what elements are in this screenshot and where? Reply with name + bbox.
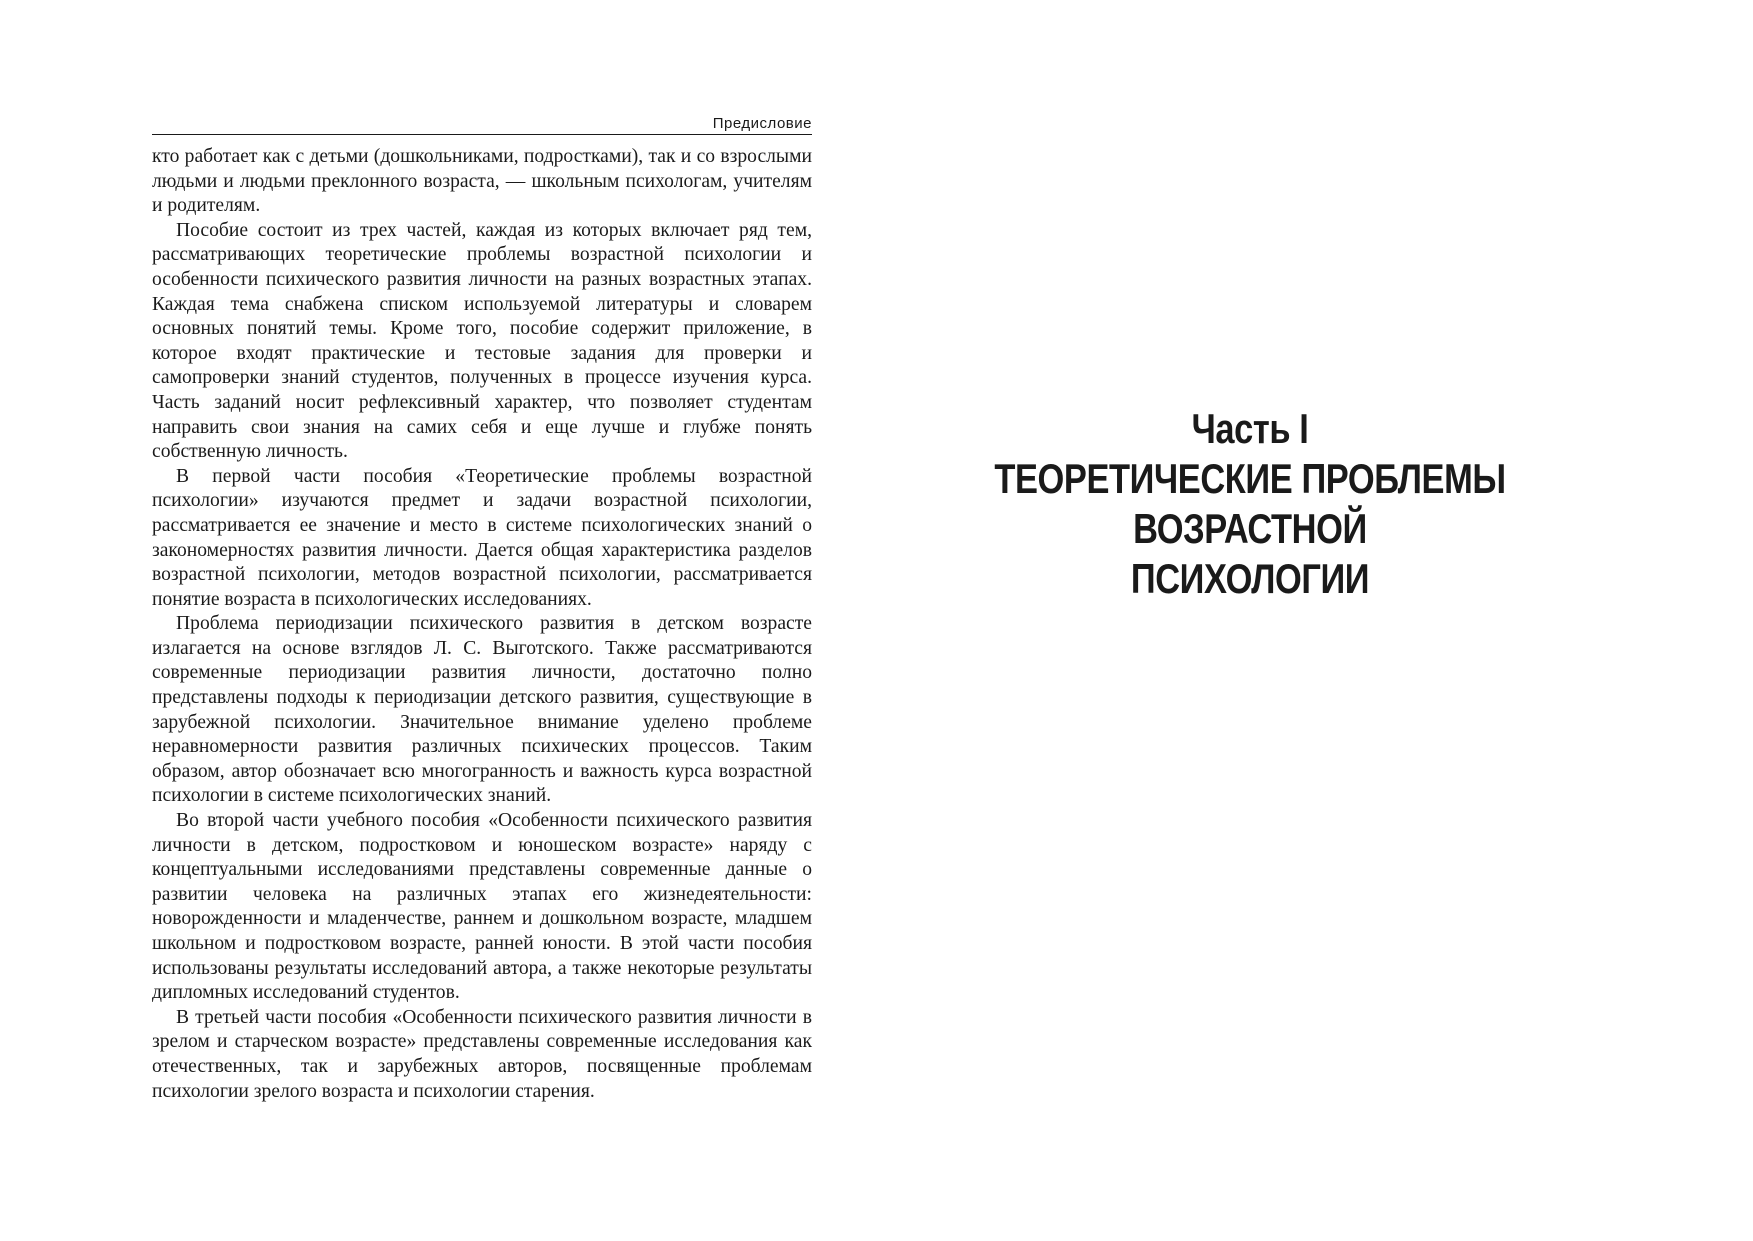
paragraph-2: Пособие состоит из трех частей, каждая из которых включает ряд тем, рассматривающих теоретические проблемы возрастной психологии и особенности психического развития личности на разных возрастных этапах. Каждая тема снабжена списком используемой литературы и словарем основных понятий темы. Кроме того, пособие содержит приложение, в которое входят практические и тестовые задания для проверки и самопроверки знаний студентов, полученных в процессе изучения курса. Часть заданий носит рефлексивный характер, что позволяет студентам направить свои знания на самих себя и еще лучше и глубже понять собственную личность.: [152, 219, 812, 463]
part-title-line-2: ВОЗРАСТНОЙ: [1133, 505, 1367, 552]
body-text: [152, 145, 812, 1104]
paragraph-5: Во второй части учебного пособия «Особенности психического развития личности в детском, подростковом и юношеском возрасте» наряду с концептуальными исследованиями представлены современные данные о развитии человека на различных этапах его жизнедеятельности: новорожденности и младенчестве, раннем и дошкольном возрасте, младшем школьном и подростковом возрасте, ранней юности. В этой части пособия использованы результаты исследований автора, а также некоторые результаты дипломных исследований студентов.: [152, 810, 812, 1004]
paragraph-1: кто работает как с детьми (дошкольниками, подростками), так и со взрослыми людьми и людьми преклонного возраста, — школьным психологам, учителям и родителям.: [152, 146, 812, 217]
part-title-line-1: ТЕОРЕТИЧЕСКИЕ ПРОБЛЕМЫ: [994, 455, 1506, 502]
running-header: [152, 112, 812, 135]
right-page: [900, 404, 1600, 604]
left-page: [152, 112, 812, 1104]
part-title-line-3: ПСИХОЛОГИИ: [1130, 555, 1370, 602]
paragraph-4: Проблема периодизации психического развития в детском возрасте излагается на основе взглядов Л. С. Выготского. Также рассматриваются современные периодизации развития личности, достаточно полно представлены подходы к периодизации детского развития, существующие в зарубежной психологии. Значительное внимание уделено проблеме неравномерности развития различных психических процессов. Таким образом, автор обозначает всю многогранность и важность курса возрастной психологии в системе психологических знаний.: [152, 613, 812, 807]
paragraph-3: В первой части пособия «Теоретические проблемы возрастной психологии» изучаются предмет и задачи возрастной психологии, рассматривается ее значение и место в системе психологических знаний о закономерностях развития личности. Дается общая характеристика разделов возрастной психологии, методов возрастной психологии, рассматривается понятие возраста в психологических исследованиях.: [152, 465, 812, 610]
running-header-text: Предисловие: [712, 115, 812, 132]
part-label: Часть I: [1191, 405, 1309, 452]
paragraph-6: В третьей части пособия «Особенности психического развития личности в зрелом и старческом возрасте» представлены современные исследования как отечественных, так и зарубежных авторов, посвященные проблемам психологии зрелого возраста и психологии старения.: [152, 1006, 812, 1102]
